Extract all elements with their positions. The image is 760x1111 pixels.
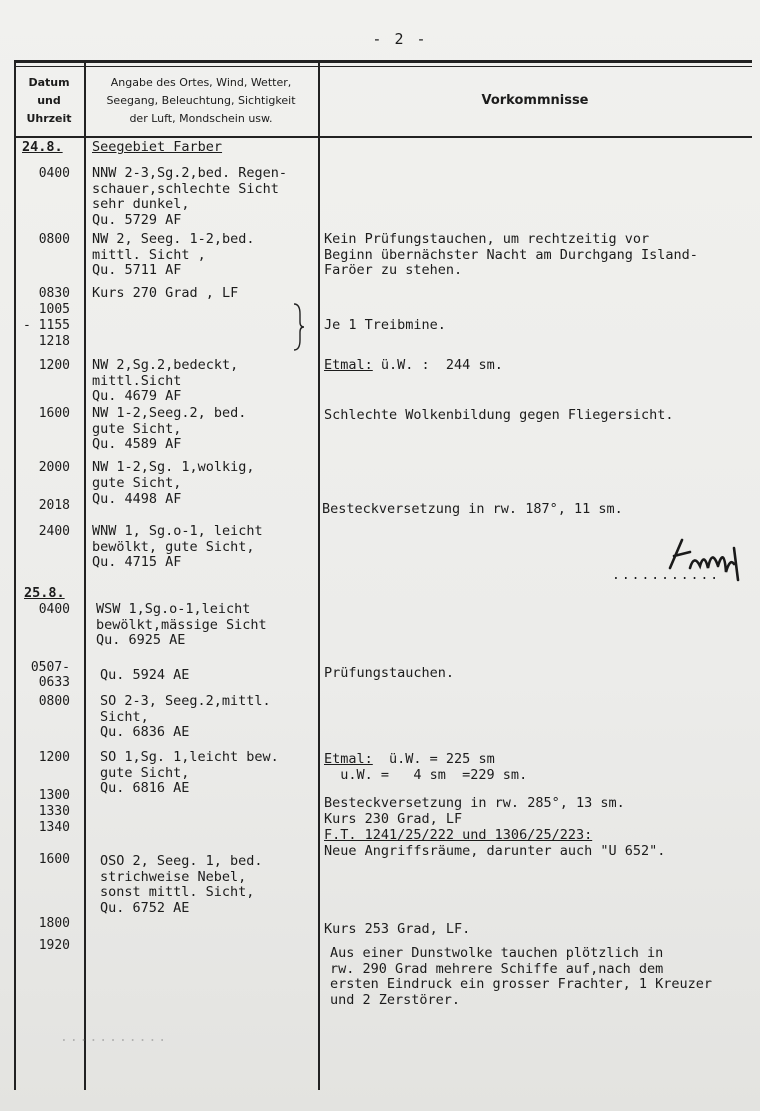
weather-1600-b: OSO 2, Seeg. 1, bed. strichweise Nebel, sonst mittl. Sicht, Qu. 6752 AE [100,853,263,916]
top-border-thin [14,66,752,67]
weather-0400: NNW 2-3,Sg.2,bed. Regen- schauer,schlechte Sicht sehr dunkel, Qu. 5729 AF [92,165,288,228]
column-divider-weather [318,60,320,1090]
course-0830: Kurs 270 Grad , LF [92,285,239,301]
weather-0400-b: WSW 1,Sg.o-1,leicht bewölkt,mässige Sicht Qu. 6925 AE [96,601,267,648]
time-1800: 1800 [38,916,70,931]
weather-1600: NW 1-2,Seeg.2, bed. gute Sicht, Qu. 4589 AF [92,405,247,452]
event-0507: Prüfungstauchen. [324,665,455,681]
etmal-value: ü.W. : 244 sm. [372,357,503,373]
header-location-weather: Angabe des Ortes, Wind, Wetter, Seegang, Beleuchtung, Sichtigkeit der Luft, Mondschein usw. [106,76,296,125]
weather-0800-b: SO 2-3, Seeg.2,mittl. Sicht, Qu. 6836 AE [100,693,271,740]
event-1600: Schlechte Wolkenbildung gegen Fliegersicht. [324,407,674,423]
time-1330: 1330 [38,804,70,819]
date-25-8: 25.8. [24,585,65,601]
time-0400: 0400 [38,166,70,181]
time-0800: 0800 [38,232,70,247]
sea-area: Seegebiet Farber [92,139,223,155]
weather-2000: NW 1-2,Sg. 1,wolkig, gute Sicht, [92,459,255,491]
event-1920: Aus einer Dunstwolke tauchen plötzlich in rw. 290 Grad mehrere Schiffe auf,nach dem ersten Eindruck ein grosser Frachter, 1 Kreuzer und 2 Zerstörer. [330,945,713,1008]
event-1300: Besteckversetzung in rw. 285°, 13 sm. [324,795,625,811]
etmal-label-b: Etmal: [324,751,373,767]
top-border [14,60,752,63]
header-events: Vorkommnisse [481,93,589,108]
event-1005: Je 1 Treibmine. [324,317,446,333]
header-date-time: Datum und Uhrzeit [26,76,72,125]
header-bottom-rule [14,136,752,138]
left-border [14,60,16,1090]
time-1920: 1920 [38,938,70,953]
time-1600: 1600 [38,406,70,421]
weather-1200: NW 2,Sg.2,bedeckt, mittl.Sicht Qu. 4679 AF [92,357,239,404]
time-1600-b: 1600 [38,852,70,867]
time-2000: 2000 [38,460,70,475]
signature-dots: ........... [612,568,721,583]
time-0830: 0830 [38,286,70,301]
time-1340: 1340 [38,820,70,835]
time-0800-b: 0800 [38,694,70,709]
weather-2400: WNW 1, Sg.o-1, leicht bewölkt, gute Sicht, Qu. 4715 AF [92,523,263,570]
etmal-label: Etmal: [324,357,373,373]
time-1200-b: 1200 [38,750,70,765]
event-1340-areas: Neue Angriffsräume, darunter auch "U 652". [324,843,666,859]
event-1800: Kurs 253 Grad, LF. [324,921,471,937]
event-1200-b [324,752,527,783]
weather-2018: Qu. 4498 AF [92,491,182,507]
closing-dots: ........... [60,1030,169,1045]
bracket-icon [290,302,306,352]
etmal-value-b: ü.W. = 225 sm u.W. = 4 sm =229 sm. [340,751,528,783]
time-0400-b: 0400 [38,602,70,617]
time-1200: 1200 [38,358,70,373]
time-1155: - 1155 [23,318,70,333]
page-number: - 2 - [372,30,428,48]
event-0800: Kein Prüfungstauchen, um rechtzeitig vor Beginn übernächster Nacht am Durchgang Island- Faröer zu stehen. [324,231,698,278]
event-1330: Kurs 230 Grad, LF [324,811,463,827]
time-1218: 1218 [38,334,70,349]
weather-0800: NW 2, Seeg. 1-2,bed. mittl. Sicht , Qu. 5711 AF [92,231,255,278]
weather-1200-b: SO 1,Sg. 1,leicht bew. gute Sicht, Qu. 6816 AE [100,749,279,796]
event-2018: Besteckversetzung in rw. 187°, 11 sm. [322,501,623,517]
time-0633: 0633 [38,675,70,690]
time-2400: 2400 [38,524,70,539]
time-0507: 0507- [30,660,70,675]
time-2018: 2018 [38,498,70,513]
event-1200 [324,358,503,374]
date-24-8: 24.8. [22,139,63,155]
position-0507: Qu. 5924 AE [100,667,190,683]
time-1005: 1005 [38,302,70,317]
time-1300: 1300 [38,788,70,803]
event-1340-ft: F.T. 1241/25/222 und 1306/25/223: [324,827,593,843]
column-divider-date [84,60,86,1090]
